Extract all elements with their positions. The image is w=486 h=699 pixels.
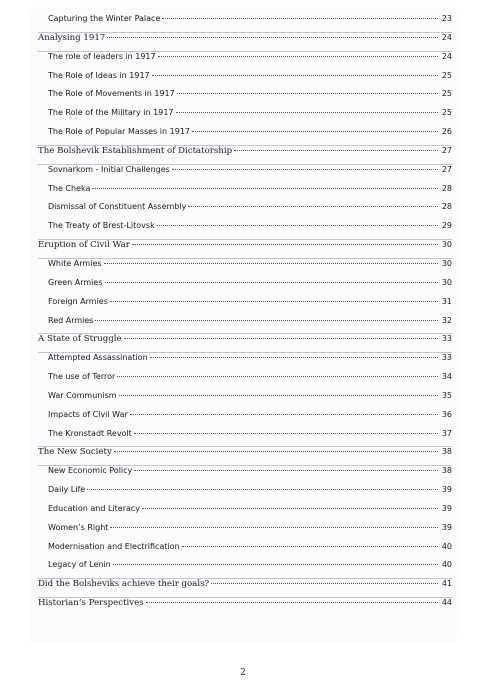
toc-entry-page-number: 44 <box>441 598 452 608</box>
toc-subsection-entry[interactable] <box>38 485 452 504</box>
toc-subsection-entry[interactable] <box>38 353 452 372</box>
toc-dot-leader <box>87 489 438 490</box>
toc-subsection-entry[interactable] <box>38 259 452 278</box>
toc-entry-page-number: 28 <box>441 183 452 193</box>
toc-entry-page-number: 39 <box>441 503 452 513</box>
toc-entry-page-number: 27 <box>441 145 452 155</box>
toc-entry-title: The Role of Ideas in 1917 <box>48 70 150 80</box>
toc-entry-title: Red Armies <box>48 315 94 325</box>
toc-entry-page-number: 35 <box>441 390 452 400</box>
toc-entry-page-number: 34 <box>441 372 452 382</box>
toc-entry-title: The Role of Popular Masses in 1917 <box>48 127 190 137</box>
toc-subsection-entry[interactable] <box>38 504 452 523</box>
toc-entry-title: The Bolshevik Establishment of Dictatorship <box>38 145 233 156</box>
toc-entry-page-number: 28 <box>441 202 452 212</box>
toc-dot-leader <box>114 451 438 452</box>
toc-entry-title: The Treaty of Brest-Litovsk <box>48 221 155 231</box>
toc-section-entry[interactable] <box>38 334 452 353</box>
toc-subsection-entry[interactable] <box>38 560 452 579</box>
toc-entry-page-number: 40 <box>441 541 452 551</box>
toc-entry-page-number: 30 <box>441 240 452 250</box>
toc-entry-title: Education and Literacy <box>48 503 141 513</box>
toc-section-entry[interactable] <box>38 579 452 598</box>
toc-dot-leader <box>158 56 438 57</box>
toc-dot-leader <box>107 37 438 38</box>
page-number: 2 <box>240 668 246 678</box>
toc-dot-leader <box>95 320 438 321</box>
toc-subsection-entry[interactable] <box>38 372 452 391</box>
toc-dot-leader <box>152 75 438 76</box>
toc-entry-title: War Communism <box>48 390 117 400</box>
toc-dot-leader <box>176 112 439 113</box>
toc-subsection-entry[interactable] <box>38 89 452 108</box>
toc-entry-page-number: 27 <box>441 164 452 174</box>
toc-dot-leader <box>105 282 439 283</box>
toc-entry-title: Green Armies <box>48 277 103 287</box>
toc-entry-title: Historian’s Perspectives <box>38 598 144 609</box>
toc-dot-leader <box>150 357 438 358</box>
toc-entry-title: Daily Life <box>48 485 86 495</box>
toc-subsection-entry[interactable] <box>38 14 452 33</box>
toc-entry-title: Sovnarkom - Initial Challenges <box>48 164 170 174</box>
toc-entry-title: The Cheka <box>48 183 91 193</box>
toc-subsection-entry[interactable] <box>38 466 452 485</box>
toc-dot-leader <box>110 527 438 528</box>
toc-entry-page-number: 41 <box>441 579 452 589</box>
toc-section-entry[interactable] <box>38 146 452 165</box>
toc-dot-leader <box>132 244 438 245</box>
toc-entry-title: The Kronstadt Revolt <box>48 428 132 438</box>
toc-entry-page-number: 32 <box>441 315 452 325</box>
toc-entry-title: A State of Struggle <box>38 334 122 345</box>
toc-subsection-entry[interactable] <box>38 391 452 410</box>
toc-entry-page-number: 24 <box>441 32 452 42</box>
toc-entry-title: Analysing 1917 <box>38 32 106 43</box>
toc-subsection-entry[interactable] <box>38 71 452 90</box>
toc-entry-page-number: 31 <box>441 296 452 306</box>
toc-dot-leader <box>157 225 438 226</box>
toc-subsection-entry[interactable] <box>38 297 452 316</box>
toc-subsection-entry[interactable] <box>38 221 452 240</box>
toc-dot-leader <box>104 263 438 264</box>
toc-subsection-entry[interactable] <box>38 127 452 146</box>
toc-dot-leader <box>130 414 438 415</box>
toc-entry-page-number: 38 <box>441 447 452 457</box>
toc-entry-title: New Economic Policy <box>48 466 133 476</box>
toc-dot-leader <box>113 564 438 565</box>
toc-entry-page-number: 25 <box>441 108 452 118</box>
toc-subsection-entry[interactable] <box>38 523 452 542</box>
toc-subsection-entry[interactable] <box>38 108 452 127</box>
toc-subsection-entry[interactable] <box>38 52 452 71</box>
toc-dot-leader <box>110 301 438 302</box>
toc-entry-page-number: 38 <box>441 466 452 476</box>
toc-dot-leader <box>211 583 438 584</box>
toc-entry-title: Attempted Assassination <box>48 353 148 363</box>
toc-subsection-entry[interactable] <box>38 184 452 203</box>
toc-entry-page-number: 33 <box>441 353 452 363</box>
toc-entry-title: Eruption of Civil War <box>38 240 130 251</box>
toc-entry-title: The Role of the Military in 1917 <box>48 108 174 118</box>
toc-subsection-entry[interactable] <box>38 202 452 221</box>
toc-dot-leader <box>142 508 438 509</box>
toc-entry-page-number: 25 <box>441 70 452 80</box>
toc-section-entry[interactable] <box>38 240 452 259</box>
toc-subsection-entry[interactable] <box>38 165 452 184</box>
toc-entry-title: Modernisation and Electrification <box>48 541 180 551</box>
toc-entry-page-number: 29 <box>441 221 452 231</box>
toc-entry-title: Did the Bolsheviks achieve their goals? <box>38 579 210 590</box>
toc-entry-title: The New Society <box>38 447 112 458</box>
toc-entry-page-number: 26 <box>441 127 452 137</box>
toc-dot-leader <box>162 18 438 19</box>
toc-section-entry[interactable] <box>38 33 452 52</box>
toc-entry-title: Dismissal of Constituent Assembly <box>48 202 187 212</box>
toc-entry-page-number: 23 <box>441 14 452 23</box>
toc-entry-title: Legacy of Lenin <box>48 560 111 570</box>
toc-entry-title: Foreign Armies <box>48 296 108 306</box>
toc-subsection-entry[interactable] <box>38 278 452 297</box>
toc-dot-leader <box>134 470 438 471</box>
toc-entry-title: Capturing the Winter Palace <box>48 14 161 23</box>
toc-entry-page-number: 25 <box>441 89 452 99</box>
toc-entry-page-number: 30 <box>441 277 452 287</box>
toc-section-entry[interactable] <box>38 447 452 466</box>
toc-entry-page-number: 39 <box>441 485 452 495</box>
toc-subsection-entry[interactable] <box>38 316 452 335</box>
toc-dot-leader <box>182 546 438 547</box>
toc-entry-page-number: 33 <box>441 334 452 344</box>
toc-dot-leader <box>177 93 438 94</box>
toc-entry-title: The use of Terror <box>48 372 116 382</box>
toc-dot-leader <box>124 338 438 339</box>
toc-subsection-entry[interactable] <box>38 410 452 429</box>
toc-dot-leader <box>192 131 438 132</box>
toc-dot-leader <box>234 150 438 151</box>
toc-entry-title: Impacts of Civil War <box>48 409 128 419</box>
toc-dot-leader <box>134 433 438 434</box>
toc-subsection-entry[interactable] <box>38 429 452 448</box>
toc-dot-leader <box>117 376 438 377</box>
toc-entry-title: The role of leaders in 1917 <box>48 51 156 61</box>
toc-dot-leader <box>146 602 438 603</box>
toc-section-entry[interactable] <box>38 598 452 617</box>
toc-dot-leader <box>92 188 438 189</box>
toc-entry-page-number: 37 <box>441 428 452 438</box>
toc-dot-leader <box>172 169 438 170</box>
toc-entry-title: Women’s Right <box>48 522 109 532</box>
toc-subsection-entry[interactable] <box>38 542 452 561</box>
toc-entry-title: The Role of Movements in 1917 <box>48 89 175 99</box>
toc-entry-page-number: 39 <box>441 522 452 532</box>
toc-entry-page-number: 40 <box>441 560 452 570</box>
toc-entry-title: White Armies <box>48 258 102 268</box>
toc-dot-leader <box>188 206 438 207</box>
toc-dot-leader <box>119 395 438 396</box>
toc-entry-page-number: 36 <box>441 409 452 419</box>
toc-entry-page-number: 24 <box>441 51 452 61</box>
table-of-contents <box>38 14 452 617</box>
toc-entry-page-number: 30 <box>441 258 452 268</box>
